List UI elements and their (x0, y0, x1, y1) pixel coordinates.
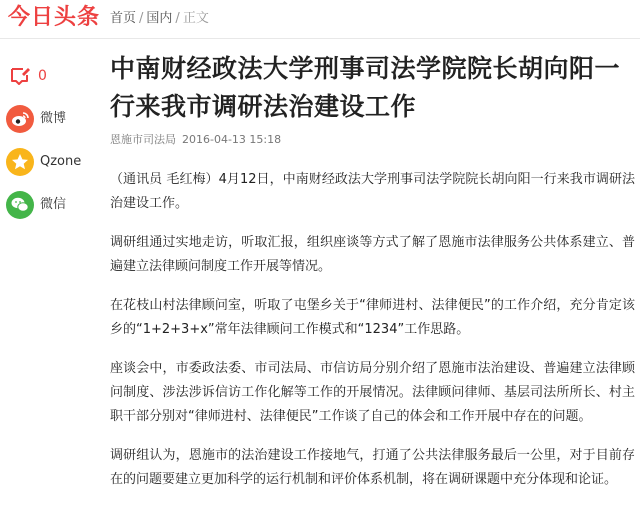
qzone-star-icon (6, 148, 34, 176)
site-logo[interactable]: 今日头条 (8, 5, 101, 30)
article-title: 中南财经政法大学刑事司法学院院长胡向阳一行来我市调研法治建设工作 (110, 54, 621, 121)
weibo-icon (6, 105, 34, 133)
article (110, 50, 635, 492)
comment-button[interactable] (6, 62, 96, 90)
breadcrumb-separator: / (175, 11, 180, 26)
top-bar (0, 0, 640, 39)
article-paragraph: 座谈会中，市委政法委、市司法局、市信访局分别介绍了恩施市法治建设、普遍建立法律顾问制度、涉法涉诉信访工作化解等工作的开展情况。法律顾问律师、基层司法所所长、村主职干部分别对“律师进村、法律便民”工作谈了自己的体会和工作开展中存在的问题。 (110, 361, 635, 424)
comment-count: 0 (38, 68, 47, 84)
comment-icon (6, 62, 34, 90)
share-weibo-label: 微博 (40, 111, 67, 126)
share-qzone-button[interactable] (6, 148, 96, 176)
article-meta (110, 132, 635, 148)
share-sidebar (6, 62, 96, 234)
share-wechat-button[interactable] (6, 191, 96, 219)
breadcrumb-section[interactable]: 国内 (146, 11, 173, 26)
article-paragraph: （通讯员 毛红梅）4月12日，中南财经政法大学刑事司法学院院长胡向阳一行来我市调研法治建设工作。 (110, 172, 635, 211)
article-paragraph: 调研组通过实地走访，听取汇报，组织座谈等方式了解了恩施市法律服务公共体系建立、普遍建立法律顾问制度工作开展等情况。 (110, 235, 635, 274)
article-source[interactable]: 恩施市司法局 (110, 133, 176, 146)
wechat-icon (6, 191, 34, 219)
share-wechat-label: 微信 (40, 197, 67, 212)
article-paragraph: 调研组认为，恩施市的法治建设工作接地气，打通了公共法律服务最后一公里，对于目前存在的问题要建立更加科学的运行机制和评价体系机制，将在调研课题中充分体现和论证。 (110, 448, 635, 487)
article-time: 2016-04-13 15:18 (182, 133, 282, 146)
breadcrumb-separator: / (139, 11, 144, 26)
share-qzone-label: Qzone (40, 154, 82, 169)
breadcrumb-home[interactable]: 首页 (110, 11, 137, 26)
share-weibo-button[interactable] (6, 105, 96, 133)
article-paragraph: 在花枝山村法律顾问室，听取了屯堡乡关于“律师进村、法律便民”的工作介绍，充分肯定该乡的“1+2+3+x”常年法律顾问工作模式和“1234”工作思路。 (110, 298, 635, 337)
breadcrumb (110, 10, 209, 28)
breadcrumb-current: 正文 (182, 11, 209, 26)
